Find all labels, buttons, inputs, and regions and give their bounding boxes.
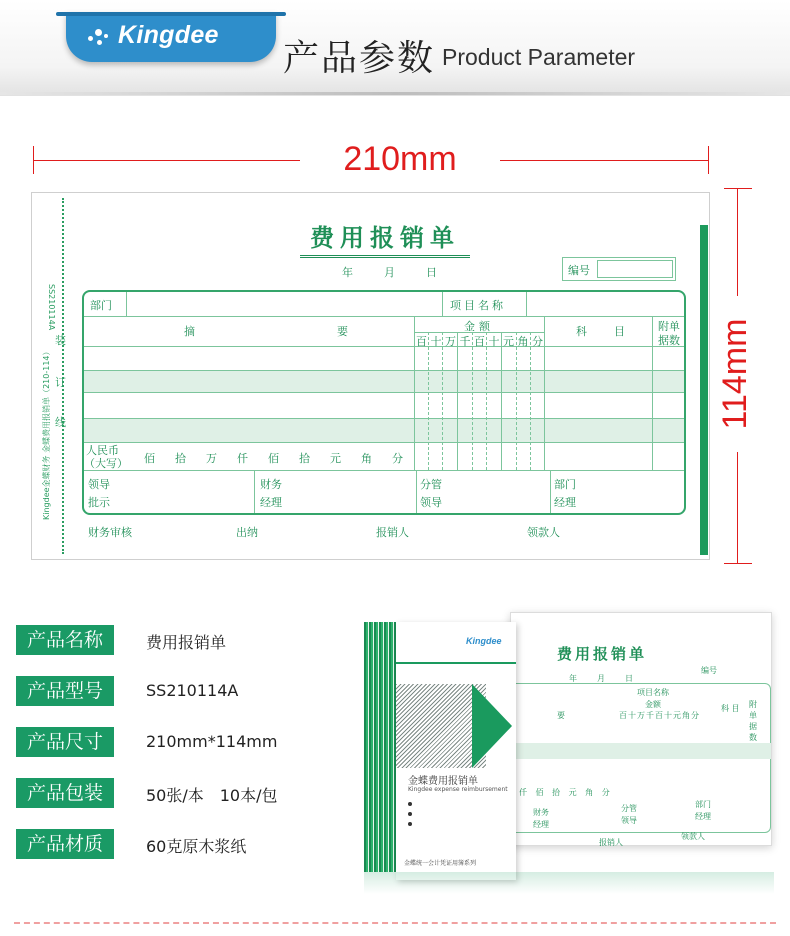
attach-label: 据数 — [658, 334, 680, 347]
cover-bullet — [408, 822, 412, 826]
width-tick-left — [33, 146, 34, 174]
width-label: 210mm — [300, 140, 500, 179]
height-tick-bottom — [724, 563, 752, 564]
page-title: 产品参数 — [283, 38, 436, 79]
form-month: 月 — [384, 266, 395, 279]
cover-line — [396, 662, 516, 664]
sign-label: 批示 — [88, 496, 110, 509]
cover-brand: Kingdee — [466, 636, 502, 646]
param-value: 60克原木浆纸 — [146, 837, 247, 856]
form-side-code: SS210114A — [47, 284, 56, 331]
photo-sheet-sign: 分管 — [621, 804, 637, 813]
digit-column-line — [501, 332, 502, 470]
rmb-unit: 拾 — [175, 452, 186, 465]
form-table — [82, 290, 686, 515]
photo-sheet-sign: 财务 — [533, 808, 549, 817]
photo-sheet-rmb: 仟 佰 拾 元 角 分 — [519, 788, 613, 797]
header-divider — [0, 92, 790, 95]
page-subtitle: Product Parameter — [442, 44, 636, 70]
dept-label: 部门 — [90, 299, 112, 312]
book-stack-edge — [364, 622, 400, 872]
rmb-unit: 仟 — [237, 452, 248, 465]
amount-digit: 百 — [474, 335, 485, 348]
project-label: 项目名称 — [450, 299, 506, 312]
table-line — [84, 370, 684, 371]
photo-reflection — [364, 872, 774, 894]
footer-label: 领款人 — [527, 526, 560, 539]
amount-digit: 千 — [459, 335, 471, 348]
rmb-unit: 万 — [206, 452, 217, 465]
book-cover — [396, 622, 516, 880]
table-line — [550, 470, 551, 514]
amount-label: 金额 — [464, 320, 494, 333]
digit-column-line — [516, 332, 517, 470]
table-line — [254, 470, 255, 514]
digit-column-line — [442, 332, 443, 470]
height-tick-top — [724, 188, 752, 189]
sign-label: 分管 — [420, 478, 442, 491]
digit-column-line — [428, 332, 429, 470]
product-photo — [360, 604, 780, 894]
sign-label: 经理 — [260, 496, 282, 509]
rmb-label: 人民币 — [86, 444, 119, 457]
photo-sheet-stripe — [511, 743, 771, 759]
sign-label: 经理 — [554, 496, 576, 509]
photo-sheet-title: 费用报销单 — [557, 645, 648, 663]
rmb-unit: 元 — [330, 452, 341, 465]
amount-digit: 元 — [503, 335, 514, 348]
table-line — [84, 316, 684, 317]
table-stripe — [84, 418, 684, 442]
binding-mark: 装 — [55, 334, 66, 347]
table-line — [414, 316, 415, 470]
rmb-label: （大写） — [84, 457, 128, 470]
photo-sheet-day: 日 — [625, 674, 633, 683]
form-year: 年 — [342, 266, 353, 279]
photo-sheet-month: 月 — [597, 674, 605, 683]
logo-dots-icon — [88, 27, 112, 49]
photo-sheet-serial: 编号 — [701, 666, 717, 675]
amount-digit: 万 — [445, 335, 456, 348]
table-line — [84, 470, 684, 471]
footer-label: 报销人 — [376, 526, 409, 539]
attach-label: 附单 — [658, 320, 680, 333]
sign-label: 财务 — [260, 478, 282, 491]
table-line — [416, 470, 417, 514]
photo-sheet-amount: 金额 — [645, 700, 661, 709]
amount-digit: 百 — [416, 335, 427, 348]
param-label: 产品型号 — [16, 676, 114, 706]
table-line — [544, 316, 545, 470]
photo-form-sheet — [510, 612, 772, 846]
cover-title-en: Kingdee expense reimbursement — [408, 786, 508, 793]
digit-column-line — [486, 332, 487, 470]
photo-sheet-sign: 经理 — [695, 812, 711, 821]
sign-label: 部门 — [554, 478, 576, 491]
photo-sheet-footer: 报销人 — [599, 838, 623, 847]
param-value: 210mm*114mm — [146, 732, 278, 751]
rmb-unit: 角 — [361, 452, 372, 465]
form-title: 费用报销单 — [300, 218, 470, 258]
param-label: 产品名称 — [16, 625, 114, 655]
rmb-unit: 佰 — [144, 452, 155, 465]
rmb-unit: 拾 — [299, 452, 310, 465]
width-tick-right — [708, 146, 709, 174]
form-side-brand: Kingdee金蝶财务 金蝶费用报销单（210-114） — [42, 347, 51, 520]
serial-number-box — [562, 257, 676, 281]
digit-column-line — [530, 332, 531, 470]
kingdee-logo — [66, 12, 276, 62]
height-label: 114mm — [716, 296, 760, 452]
table-line — [652, 316, 653, 470]
table-line — [442, 292, 443, 316]
param-value: SS210114A — [146, 681, 239, 700]
table-line — [526, 292, 527, 316]
binding-mark: 订 — [55, 376, 66, 389]
digit-column-line — [472, 332, 473, 470]
summary-label: 摘 要 — [184, 325, 388, 338]
amount-digit: 十 — [430, 335, 442, 348]
binding-mark: 线 — [55, 416, 66, 429]
photo-sheet-subject: 科 目 — [721, 704, 740, 713]
photo-sheet-sign: 经理 — [533, 820, 549, 829]
amount-digit: 角 — [517, 335, 529, 348]
logo-text: Kingdee — [118, 21, 219, 49]
page-header — [0, 0, 790, 96]
form-green-edge — [700, 225, 708, 555]
amount-digit: 分 — [532, 335, 543, 348]
bottom-divider — [14, 922, 776, 924]
param-label: 产品尺寸 — [16, 727, 114, 757]
subject-label: 科 目 — [576, 325, 633, 338]
photo-sheet-footer: 领款人 — [681, 832, 705, 841]
form-day: 日 — [426, 266, 437, 279]
cover-title: 金蝶费用报销单 — [408, 776, 478, 787]
photo-sheet-attach: 附单据数 — [749, 700, 757, 742]
table-line — [126, 292, 127, 316]
photo-sheet-project: 项目名称 — [637, 688, 669, 697]
param-label: 产品材质 — [16, 829, 114, 859]
table-line — [84, 346, 684, 347]
serial-label: 编号 — [568, 264, 590, 277]
sign-label: 领导 — [420, 496, 442, 509]
amount-digit: 十 — [488, 335, 500, 348]
rmb-unit: 分 — [392, 452, 403, 465]
param-label: 产品包装 — [16, 778, 114, 808]
table-line — [84, 442, 684, 443]
photo-sheet-digits: 百十万千百十元角分 — [619, 711, 700, 720]
table-line — [84, 418, 684, 419]
digit-column-line — [457, 332, 458, 470]
footer-label: 财务审核 — [88, 526, 132, 539]
param-value: 费用报销单 — [146, 633, 227, 652]
cover-chevron-icon — [472, 684, 512, 768]
cover-series: 金蝶统一会计凭证用簿系列 — [404, 860, 477, 867]
footer-label: 出纳 — [236, 526, 258, 539]
photo-sheet-year: 年 — [569, 674, 577, 683]
photo-sheet-summary: 要 — [557, 711, 565, 720]
table-line — [84, 392, 684, 393]
table-stripe — [84, 370, 684, 392]
serial-number-field — [597, 260, 673, 278]
photo-sheet-sign: 领导 — [621, 816, 637, 825]
rmb-unit: 佰 — [268, 452, 279, 465]
photo-sheet-sign: 部门 — [695, 800, 711, 809]
cover-bullet — [408, 802, 412, 806]
sign-label: 领导 — [88, 478, 110, 491]
param-value: 50张/本 10本/包 — [146, 786, 278, 805]
cover-bullet — [408, 812, 412, 816]
